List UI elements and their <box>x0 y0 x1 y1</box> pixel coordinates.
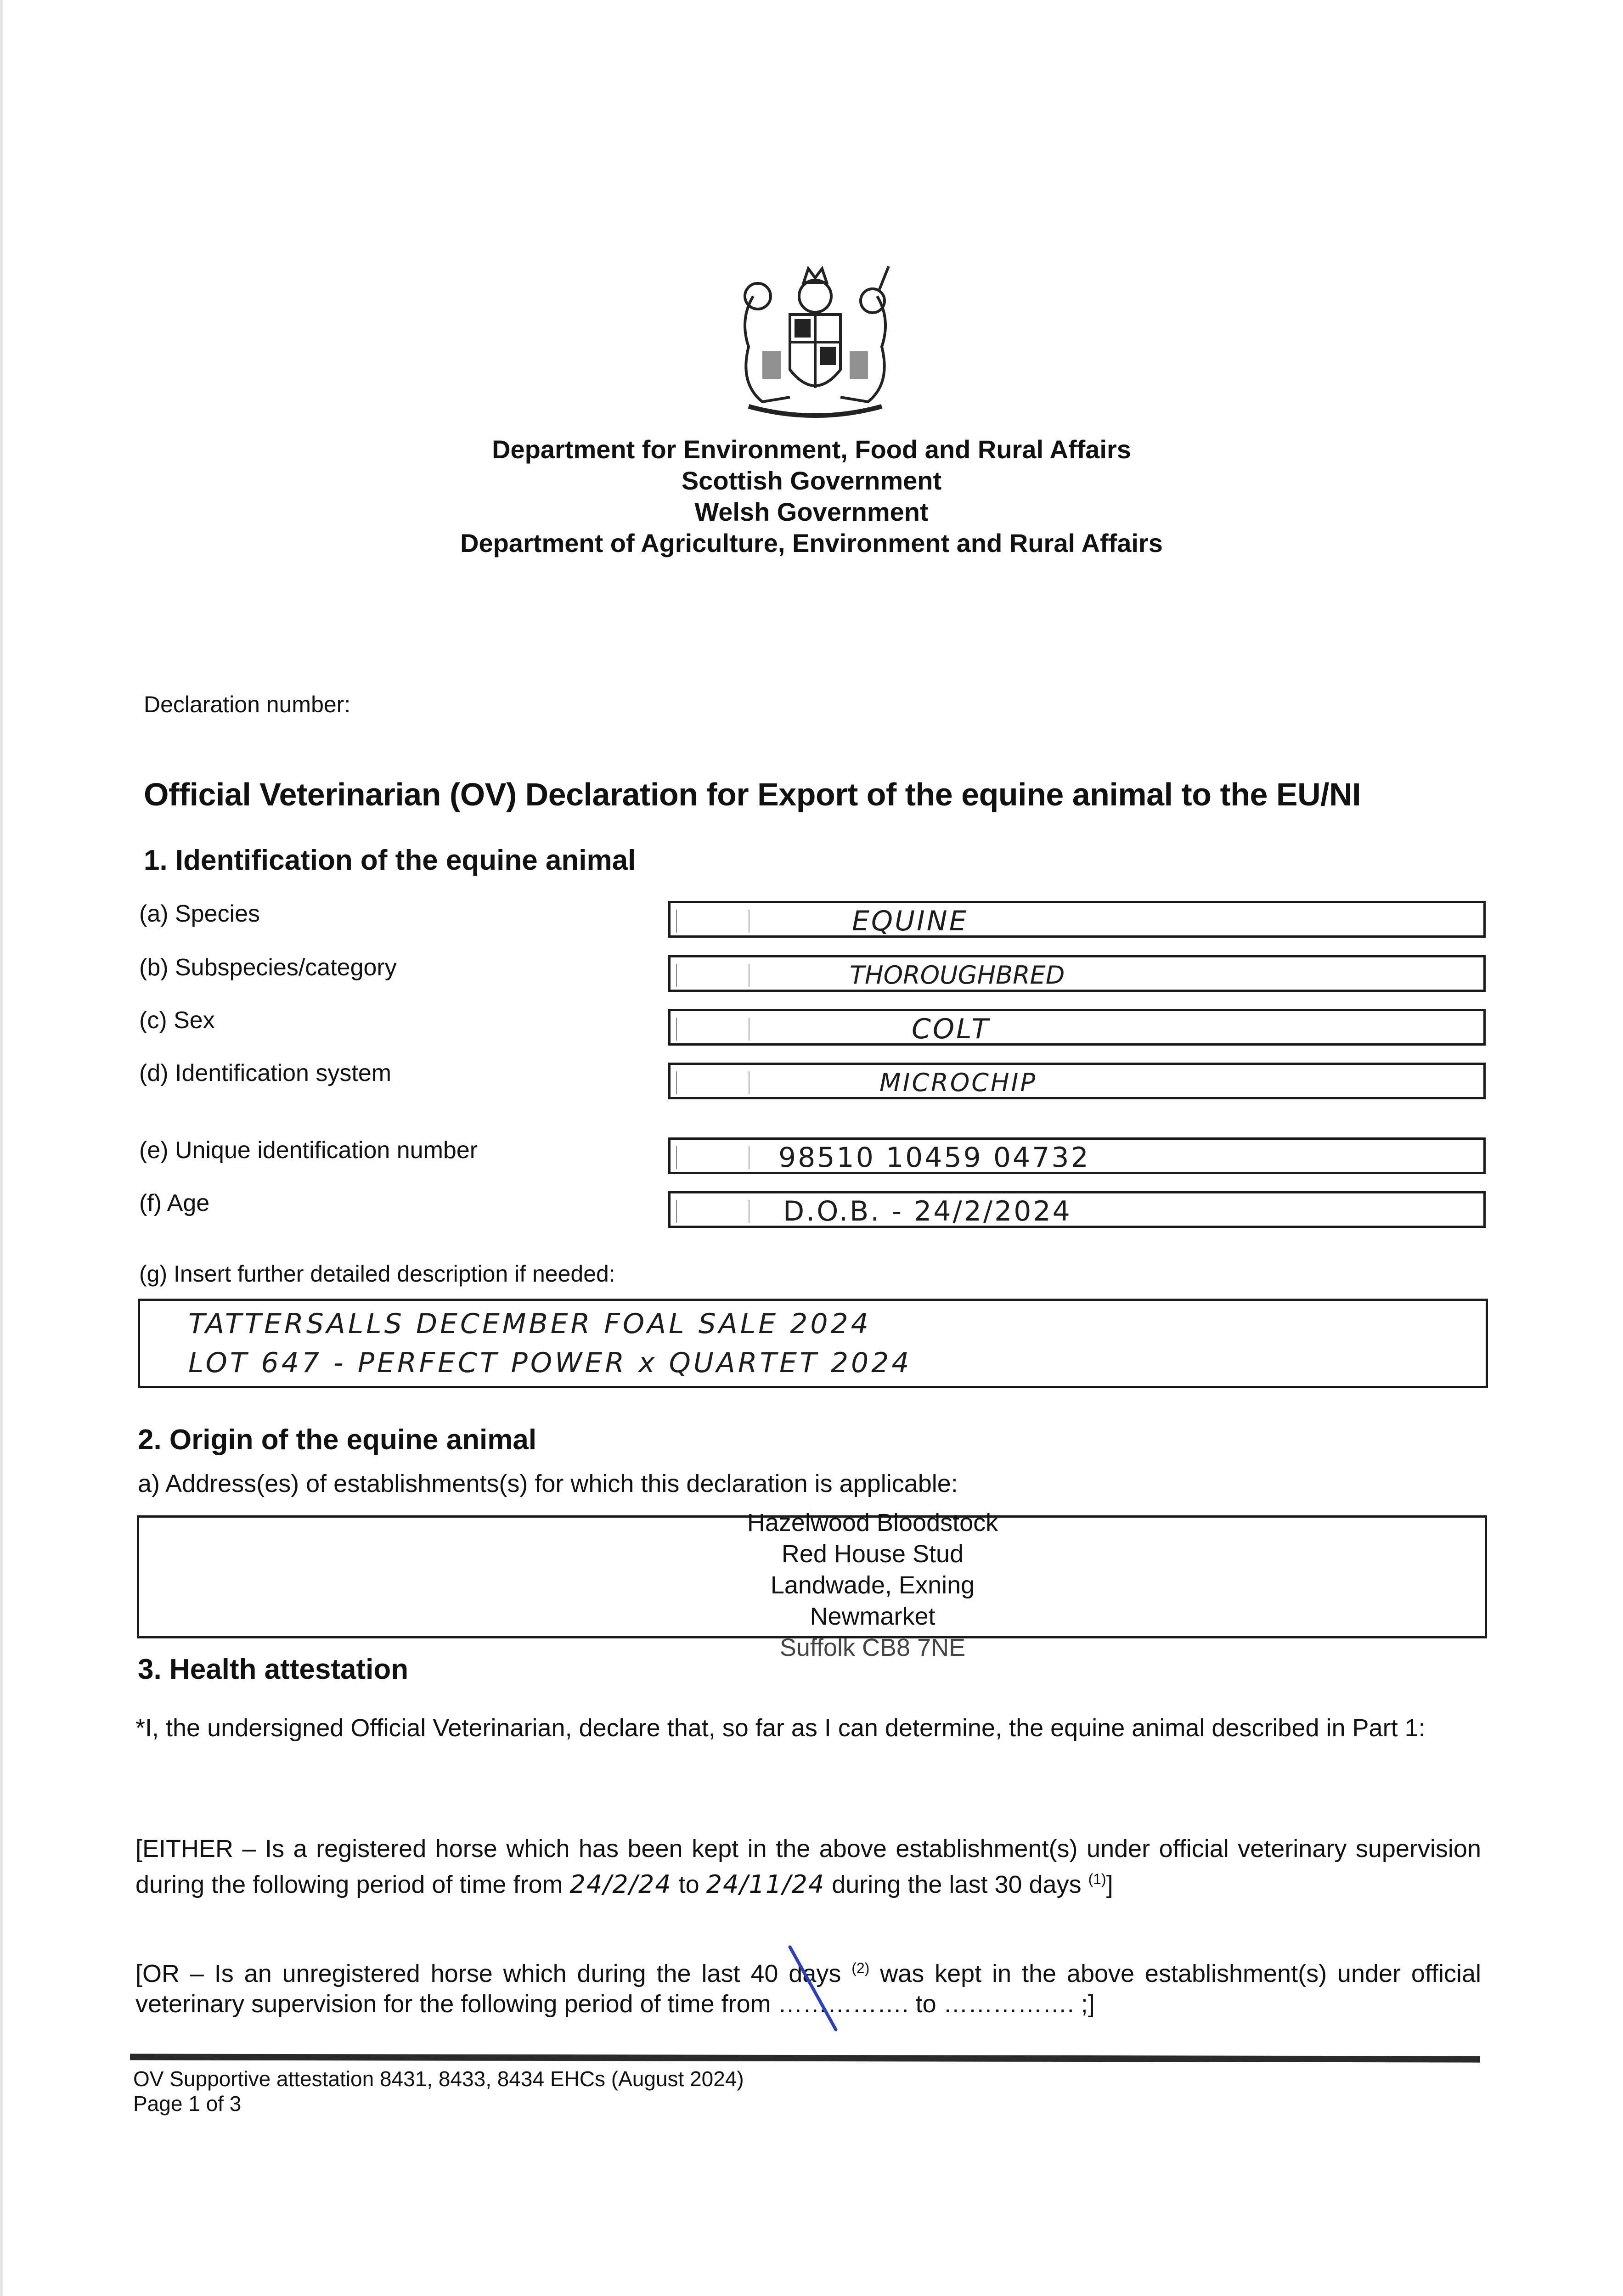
species-label: (a) Species <box>139 900 260 927</box>
address-line: Suffolk CB8 7NE <box>779 1634 966 1661</box>
section-2-heading: 2. Origin of the equine animal <box>138 1424 537 1456</box>
document-reference: OV Supportive attestation 8431, 8433, 8434 EHCs (August 2024) <box>133 2067 744 2091</box>
sex-label: (c) Sex <box>139 1007 215 1034</box>
address-line: Newmarket <box>810 1603 935 1630</box>
age-label: (f) Age <box>139 1190 210 1216</box>
description-line: LOT 647 - PERFECT POWER x QUARTET 2024 <box>188 1347 912 1379</box>
authority-line: Welsh Government <box>694 497 929 526</box>
unique-id-field[interactable] <box>668 1137 1486 1174</box>
field-divider <box>749 910 750 933</box>
description-field[interactable] <box>138 1299 1488 1388</box>
authority-line: Department of Agriculture, Environment and Rural Affairs <box>460 529 1163 557</box>
identification-system-label: (d) Identification system <box>139 1060 392 1086</box>
either-from-date[interactable]: 24/2/24 <box>569 1870 672 1899</box>
unique-id-label: (e) Unique identification number <box>139 1137 478 1164</box>
either-to-date[interactable]: 24/11/24 <box>706 1870 825 1899</box>
subspecies-label: (b) Subspecies/category <box>139 954 397 981</box>
or-from-date[interactable]: ……………. <box>778 1990 909 2018</box>
field-divider <box>749 1071 750 1094</box>
or-close: ;] <box>1074 1990 1095 2018</box>
age-field[interactable] <box>668 1191 1486 1228</box>
document-title: Official Veterinarian (OV) Declaration for Export of the equine animal to the EU/NI <box>144 777 1361 812</box>
field-divider <box>749 1200 750 1223</box>
field-divider <box>676 1146 677 1169</box>
authority-line: Department for Environment, Food and Rural Affairs <box>492 435 1131 464</box>
declaration-number-label: Declaration number: <box>144 692 351 717</box>
address-label: a) Address(es) of establishments(s) for which this declaration is applicable: <box>138 1470 958 1497</box>
field-divider <box>676 1071 677 1094</box>
either-text: [EITHER – Is a registered horse which has been kept in the above establishment(s) under official veterinary supervision during the following period of time from <box>135 1835 1481 1898</box>
species-value: EQUINE <box>852 905 969 937</box>
field-divider <box>749 1146 750 1169</box>
field-divider <box>676 964 677 987</box>
footnote-ref: (1) <box>1088 1871 1106 1887</box>
or-text-after: was kept in the above establishment(s) under official veterinary supervision for the following period of time from <box>135 1960 1481 2018</box>
issuing-authorities <box>0 434 1623 559</box>
section-3-heading: 3. Health attestation <box>138 1654 409 1685</box>
either-clause <box>135 1834 1481 1900</box>
attestation-intro: *I, the undersigned Official Veterinarian, declare that, so far as I can determine, the equine animal described in Part 1: <box>135 1714 1426 1742</box>
footer-divider <box>130 2054 1480 2062</box>
subspecies-field[interactable] <box>668 955 1486 992</box>
subspecies-value: THOROUGHBRED <box>850 961 1065 990</box>
age-value: D.O.B. - 24/2/2024 <box>783 1195 1072 1227</box>
field-divider <box>676 1018 677 1041</box>
identification-system-value: MICROCHIP <box>879 1068 1037 1097</box>
description-line: TATTERSALLS DECEMBER FOAL SALE 2024 <box>188 1308 871 1340</box>
field-divider <box>749 1018 750 1041</box>
scan-page-edge <box>0 0 3 2296</box>
royal-coat-of-arms-icon <box>721 264 909 429</box>
address-line: Hazelwood Bloodstock <box>747 1509 998 1536</box>
field-divider <box>749 964 750 987</box>
pen-strikethrough-mark <box>781 1945 873 2037</box>
footnote-ref: (2) <box>851 1960 870 1976</box>
field-divider <box>676 910 677 933</box>
or-to-word: to <box>908 1990 943 2018</box>
section-1-heading: 1. Identification of the equine animal <box>144 844 636 876</box>
sex-field[interactable] <box>668 1009 1486 1046</box>
page-number: Page 1 of 3 <box>133 2092 242 2116</box>
or-to-date[interactable]: ……………. <box>943 1990 1074 2018</box>
description-label: (g) Insert further detailed description if needed: <box>139 1261 615 1287</box>
either-close: ] <box>1106 1871 1113 1898</box>
identification-system-field[interactable] <box>668 1063 1486 1099</box>
species-field[interactable] <box>668 901 1486 938</box>
field-divider <box>676 1200 677 1223</box>
address-line: Red House Stud <box>781 1540 964 1568</box>
or-text: [OR – Is an unregistered horse which during the last 40 days <box>135 1960 852 1987</box>
address-line: Landwade, Exning <box>770 1571 975 1599</box>
sex-value: COLT <box>912 1013 991 1045</box>
address-block <box>542 1507 1203 1663</box>
either-text-after: during the last 30 days <box>825 1871 1088 1898</box>
authority-line: Scottish Government <box>681 466 942 495</box>
either-to-word: to <box>671 1871 706 1898</box>
footer <box>133 2066 744 2116</box>
unique-id-value: 98510 10459 04732 <box>778 1142 1090 1174</box>
